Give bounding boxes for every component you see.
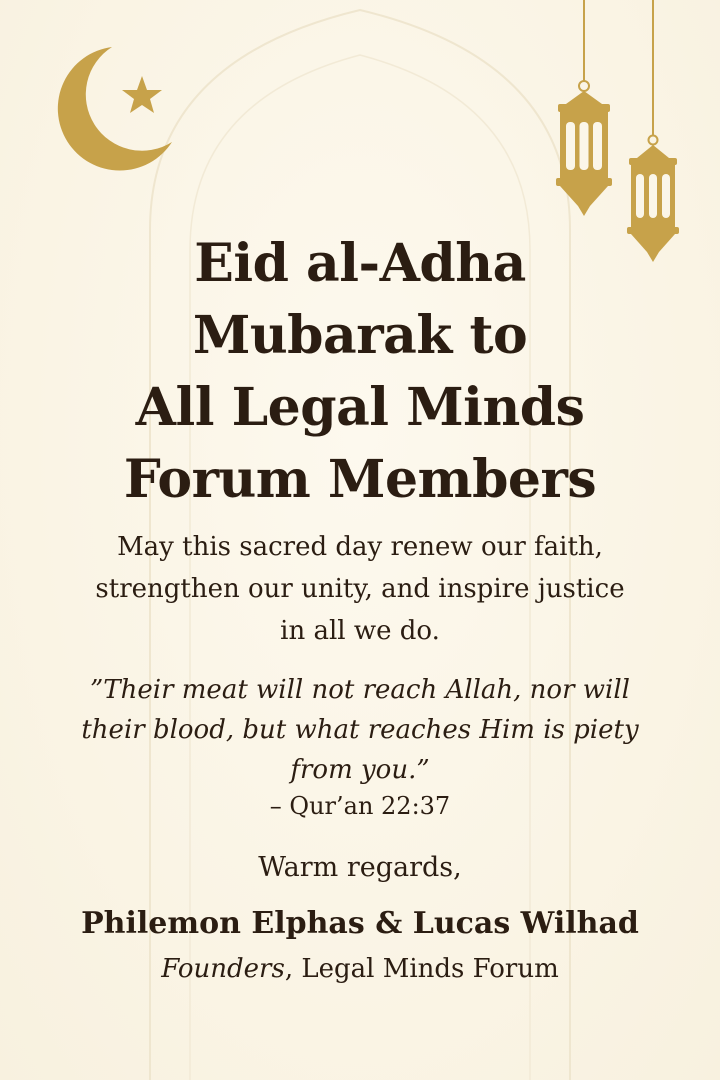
crescent-moon-star-icon <box>50 42 180 177</box>
role-title: Founders <box>161 954 285 984</box>
signatory-names: Philemon Elphas & Lucas Wilhad <box>81 906 639 941</box>
message-line: strengthen our unity, and inspire justice <box>95 574 625 604</box>
signatory-role <box>0 954 720 984</box>
message-line: in all we do. <box>280 616 440 646</box>
message-line: May this sacred day renew our faith, <box>117 532 603 562</box>
quote-line: from you.” <box>290 755 430 785</box>
quote-citation: – Qur’an 22:37 <box>269 792 451 820</box>
quote-line: ”Their meat will not reach Allah, nor will <box>90 675 630 705</box>
greeting-message <box>60 526 660 652</box>
title-line: Eid al-Adha <box>194 233 526 294</box>
title-line: Forum Members <box>123 449 597 510</box>
title-line: All Legal Minds <box>135 377 585 438</box>
role-org: , Legal Minds Forum <box>284 954 559 984</box>
closing-regards: Warm regards, <box>258 852 462 883</box>
page-title <box>0 228 720 516</box>
quran-quote <box>60 670 660 790</box>
quote-line: their blood, but what reaches Him is piety <box>81 715 639 745</box>
title-line: Mubarak to <box>192 305 528 366</box>
hanging-lantern-icon <box>552 0 616 220</box>
